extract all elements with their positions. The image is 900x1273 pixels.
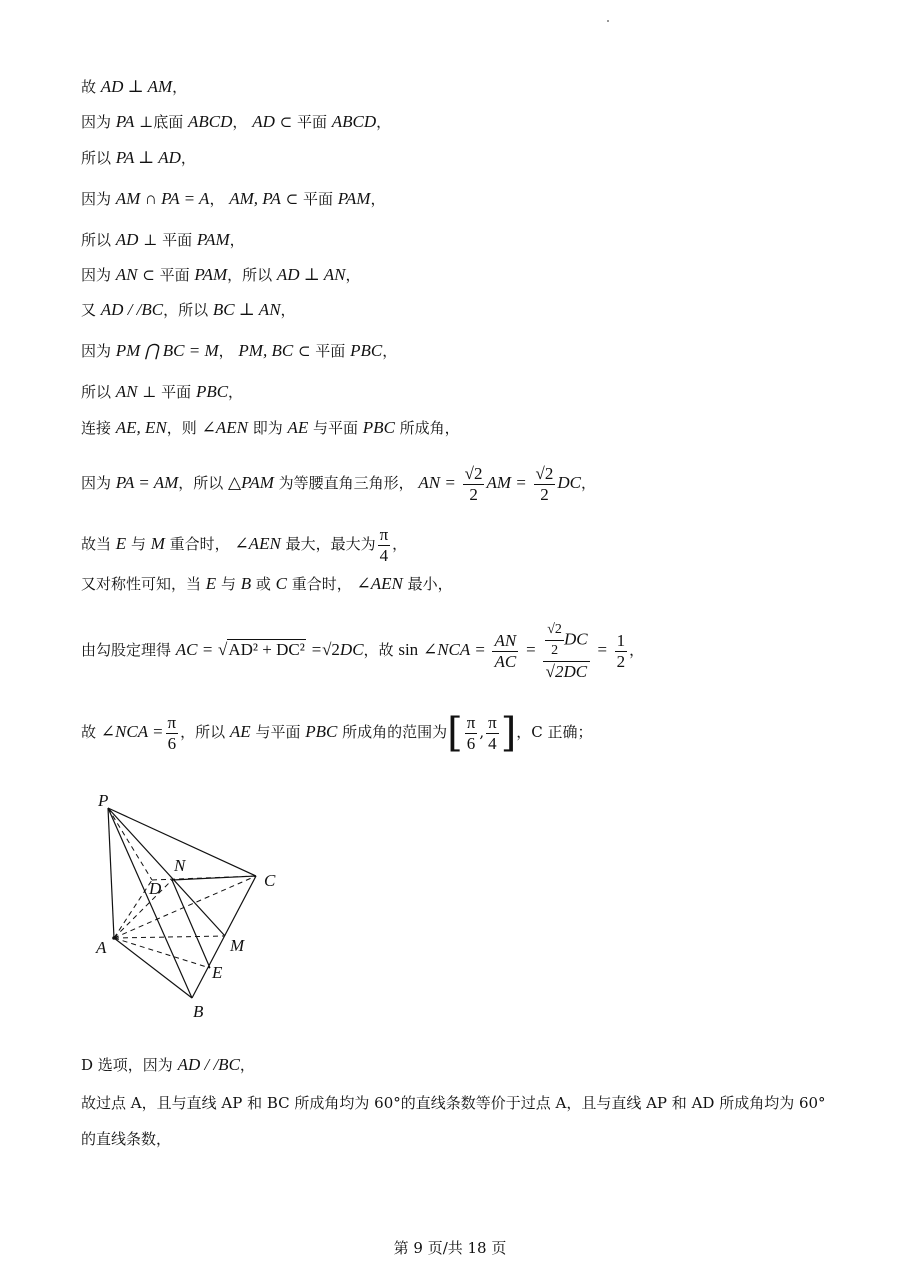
label-b: B [193,1002,204,1021]
text-line-6: 因为 AN ⊂ 平面 PAM，所以 AD ⊥ AN， [81,265,361,284]
fraction-one-half: $\frac{1}{2}$ [616,630,626,671]
segment-an [114,880,172,938]
label-d: D [149,879,162,898]
text-line-5: 所以 AD ⊥ 平面 PAM， [81,230,245,249]
point-a [112,936,116,940]
text-line-1: 故 AD ⊥ AM， [81,77,188,96]
label-m: M [230,936,245,955]
text-line-12: 故当 E 与 M 重合时， ∠AEN 最大，最大为 $\frac{\pi}{4}$ ， [81,524,408,565]
range-upper: $\frac{\pi}{4}$ [488,712,497,753]
edge-ab [114,938,192,998]
pyramid-figure [90,788,320,1028]
label-n: N [174,856,186,875]
text-line-18: 的直线条数， [81,1130,172,1148]
fraction-an-over-ac: $\frac{AN}{AC}$ [494,630,517,671]
segment-ae [114,938,210,968]
right-bracket: ] [500,710,517,756]
edge-pm [108,808,225,936]
edge-pb [108,808,192,998]
text-line-9: 所以 AN ⊥ 平面 PBC， [81,382,244,401]
text-line-11: 因为 PA = AM，所以 △PAM 为等腰直角三角形， AN = $\frac{√2}{2}$ AM = $\frac{√2}{2}$ DC， [81,463,597,504]
text-line-13: 又对称性可知，当 E 与 B 或 C 重合时， ∠AEN 最小， [81,574,453,593]
page-footer: 第 9 页/共 18 页 [393,1239,507,1257]
range-lower: $\frac{\pi}{6}$ [466,712,476,753]
text-line-15: 故 ∠NCA = $\frac{\pi}{6}$ ，所以 AE 与平面 PBC 所成角的范围为[ $\frac{\pi}{6}$ , $\frac{\pi}{4}$ ]，C 正确； [81,710,593,756]
text-line-17: 故过点 A，且与直线 AP 和 BC 所成角均为 60°的直线条数等价于过点 A，且与直线 AP 和 AD 所成角均为 60° [81,1094,826,1112]
segment-ne [172,880,210,968]
text-line-10: 连接 AE, EN，则 ∠AEN 即为 AE 与平面 PBC 所成角， [81,418,460,437]
edge-pd [108,808,152,880]
left-bracket: [ [447,710,463,756]
text-line-7: 又 AD / /BC，所以 BC ⊥ AN， [81,300,296,319]
segment-am [114,936,225,938]
label-c: C [264,871,276,890]
fraction-pi-over-6: $\frac{\pi}{6}$ [167,712,177,753]
fraction-pi-over-4: $\frac{\pi}{4}$ [379,524,389,565]
text-line-3: 所以 PA ⊥ AD， [81,148,196,167]
edge-bc [192,876,256,998]
page-dot [607,20,609,22]
edge-pa [108,808,114,938]
text-line-2: 因为 PA ⊥底面 ABCD， AD ⊂ 平面 ABCD， [81,112,392,131]
text-line-16: D 选项，因为 AD / /BC， [81,1055,255,1074]
sqrt-expression: √AD² + DC² [218,640,305,659]
text-line-8: 因为 PM ⋂ BC = M， PM, BC ⊂ 平面 PBC， [81,341,398,360]
text-line-4: 因为 AM ∩ PA = A， AM, PA ⊂ 平面 PAM， [81,189,386,208]
text-line-14: 由勾股定理得 AC = √AD² + DC² =√2DC，故 sin ∠NCA = $\frac{AN}{AC}$ = $\frac{√2}{2}$ DC √2DC = $\frac{1}{2}$ ， [81,622,645,681]
label-p: P [98,791,109,810]
fraction-sqrt2-over-2: $\frac{√2}{2}$ [464,463,483,504]
fraction-nested: $\frac{√2}{2}$ DC √2DC [543,620,589,682]
segment-ac [114,876,256,938]
label-e: E [212,963,223,982]
label-a: A [96,938,107,957]
fraction-sqrt2-over-2-b: $\frac{√2}{2}$ [535,463,554,504]
